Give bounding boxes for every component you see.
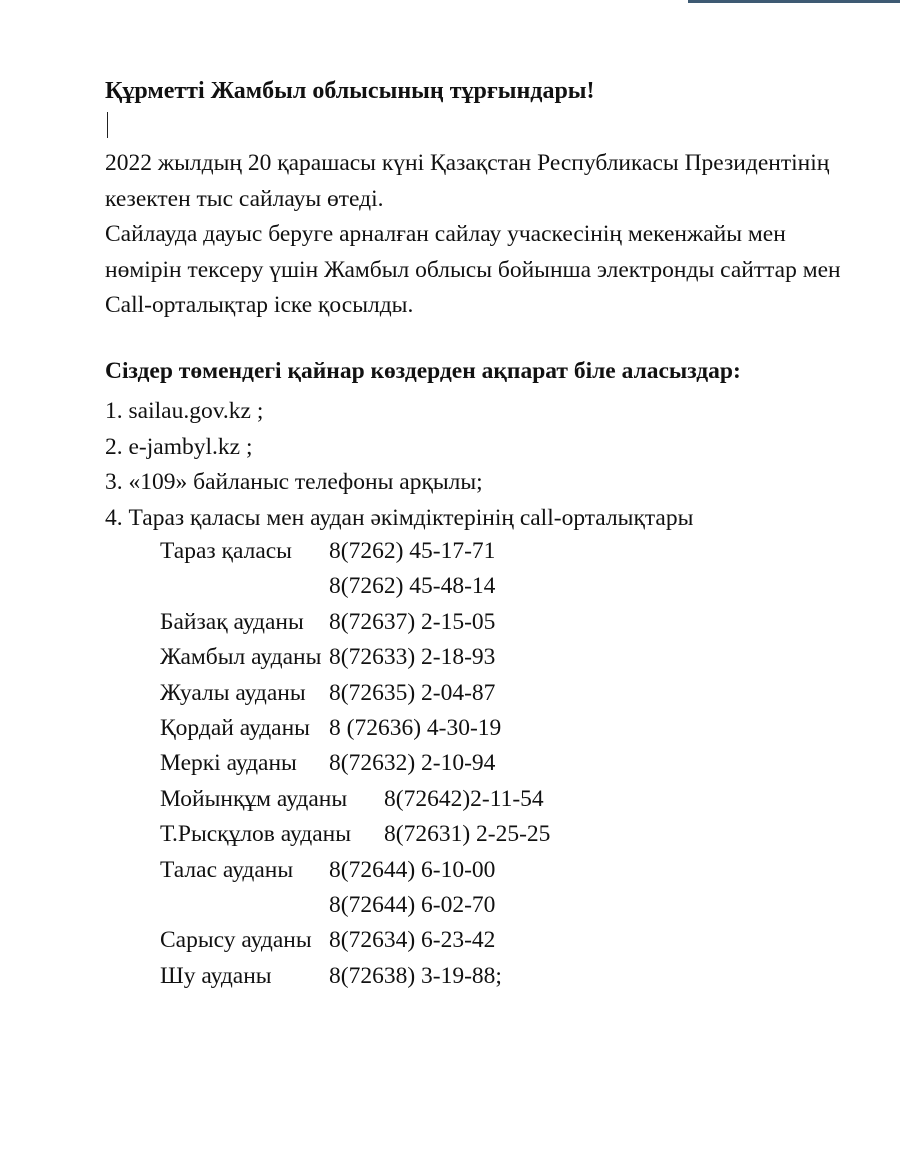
announcement-body (105, 146, 865, 324)
phone-number: 8 (72636) 4-30-19 (329, 714, 502, 741)
source-item-sailau: 1. sailau.gov.kz ; (105, 398, 264, 424)
district-name: Мойынқұм ауданы (160, 785, 348, 812)
district-name: Байзақ ауданы (160, 608, 304, 635)
paragraph-check-station: Сайлауда дауыс беруге арналған сайлау учаскесінің мекенжайы мен нөмірін тексеру үшін Жамбыл облысы бойынша электронды сайттар мен Call-орталықтар іске қосылды. (105, 221, 841, 318)
phone-number: 8(72633) 2-18-93 (329, 644, 496, 671)
text-cursor (107, 112, 108, 138)
phone-number: 8(72644) 6-02-70 (329, 891, 496, 918)
phone-number: 8(72632) 2-10-94 (329, 750, 496, 777)
district-name: Жуалы ауданы (160, 679, 306, 706)
phone-number: 8(7262) 45-17-71 (329, 538, 496, 564)
top-accent-bar (688, 0, 900, 3)
district-name: Шу ауданы (160, 962, 272, 989)
phone-number: 8(72634) 6-23-42 (329, 927, 496, 954)
phone-number: 8(72635) 2-04-87 (329, 679, 496, 706)
phone-number: 8(72638) 3-19-88; (329, 962, 502, 989)
district-name: Жамбыл ауданы (160, 644, 322, 671)
district-name: Т.Рысқұлов ауданы (160, 821, 352, 848)
sources-title: Сіздер төмендегі қайнар көздерден ақпарат біле аласыздар: (105, 358, 741, 384)
phone-number: 8(72637) 2-15-05 (329, 608, 496, 635)
district-name: Талас ауданы (160, 856, 294, 883)
phone-number: 8(7262) 45-48-14 (329, 573, 496, 600)
phone-number: 8(72631) 2-25-25 (384, 821, 551, 848)
source-item-phone-109: 3. «109» байланыс телефоны арқылы; (105, 469, 483, 495)
district-name: Тараз қаласы (160, 538, 292, 564)
phone-number: 8(72644) 6-10-00 (329, 856, 496, 883)
source-item-e-jambyl: 2. e-jambyl.kz ; (105, 433, 253, 460)
district-name: Қордай ауданы (160, 714, 310, 741)
phone-number: 8(72642)2-11-54 (384, 785, 544, 812)
sources-list (105, 394, 693, 536)
paragraph-election-date: 2022 жылдың 20 қарашасы күні Қазақстан Республикасы Президентінің кезектен тыс сайлауы өтеді. (105, 150, 830, 212)
district-name: Меркі ауданы (160, 750, 297, 777)
district-name: Сарысу ауданы (160, 927, 312, 954)
document-heading: Құрметті Жамбыл облысының тұрғындары! (105, 78, 595, 104)
source-item-call-centers: 4. Тараз қаласы мен аудан әкімдіктерінің call-орталықтары (105, 504, 694, 531)
